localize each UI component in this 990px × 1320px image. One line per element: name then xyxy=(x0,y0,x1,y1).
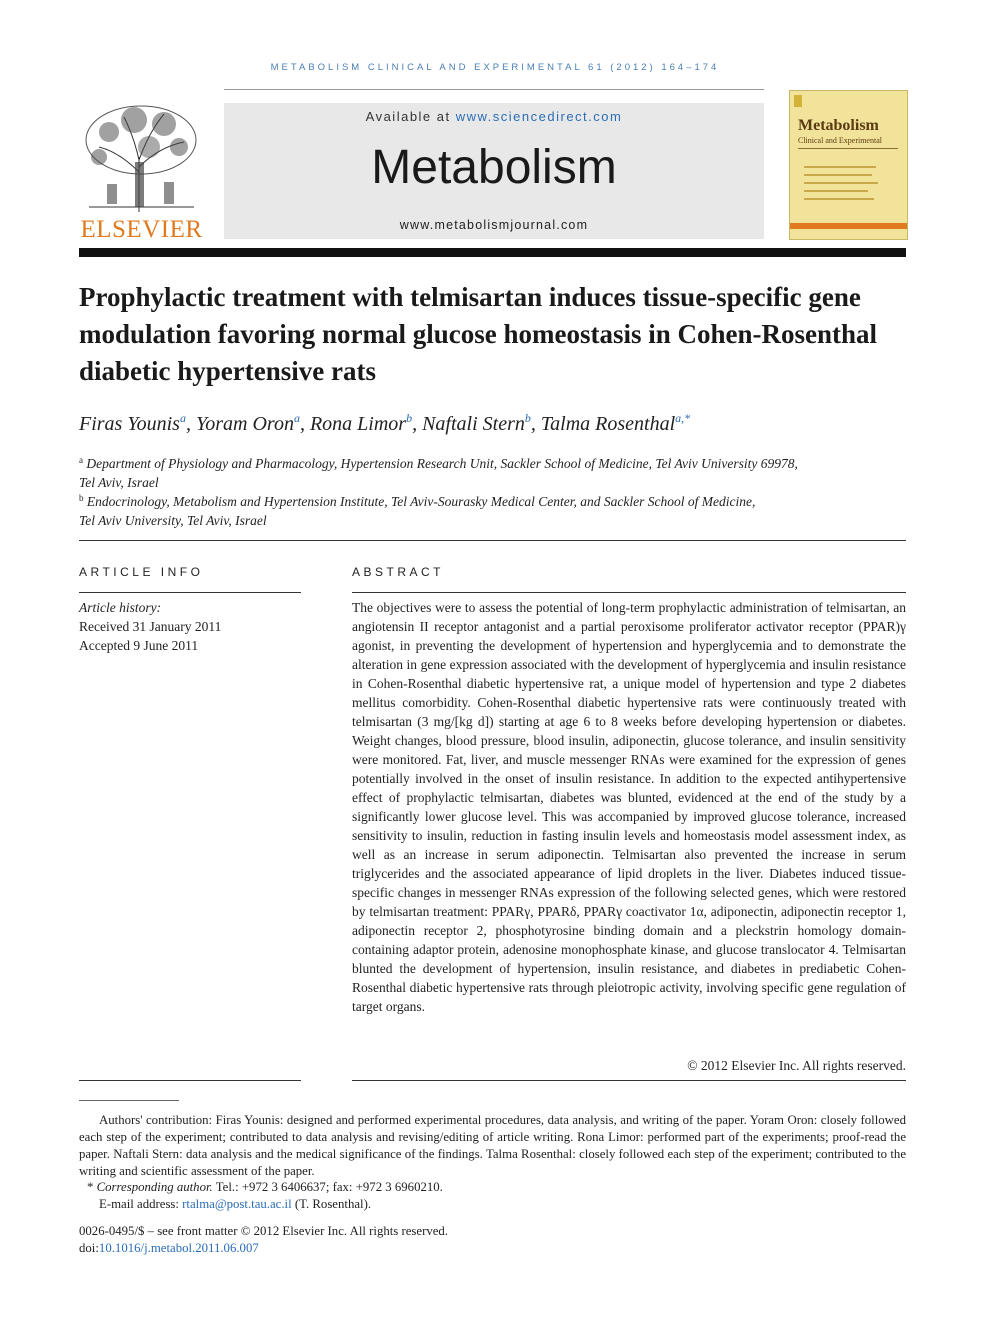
corresponding-author xyxy=(79,1179,914,1196)
affiliation-mark: a xyxy=(79,455,83,465)
email-suffix: (T. Rosenthal). xyxy=(291,1197,372,1211)
section-divider xyxy=(79,540,906,541)
abstract-rule xyxy=(352,592,906,593)
author-affiliation-mark[interactable]: b xyxy=(406,411,413,425)
affiliation-text-cont: Tel Aviv, Israel xyxy=(79,475,159,490)
affiliation-text: Endocrinology, Metabolism and Hypertension Institute, Tel Aviv-Sourasky Medical Center, and Sackler School of Medicine, xyxy=(86,494,756,509)
article-title: Prophylactic treatment with telmisartan induces tissue-specific gene modulation favoring normal glucose homeostasis in Cohen-Rosenthal diabetic hypertensive rats xyxy=(79,282,878,386)
journal-url[interactable]: www.metabolismjournal.com xyxy=(399,218,589,232)
author-name: Yoram Oron xyxy=(195,413,294,435)
footnote-rule xyxy=(79,1100,179,1101)
doi-link[interactable]: 10.1016/j.metabol.2011.06.007 xyxy=(98,1241,259,1255)
email-line xyxy=(79,1196,926,1213)
cover-title: Metabolism xyxy=(798,117,879,134)
available-at xyxy=(224,109,764,124)
email-label: E-mail address: xyxy=(99,1197,183,1211)
author-name: Firas Younis xyxy=(79,413,180,435)
issn-line: 0026-0495/$ – see front matter © 2012 Elsevier Inc. All rights reserved. xyxy=(79,1224,449,1238)
corresponding-mark: * xyxy=(87,1180,94,1194)
affiliation-text: Department of Physiology and Pharmacology, Hypertension Research Unit, Sackler School of Medicine, Tel Aviv University 69978, xyxy=(86,456,798,471)
header-top-rule xyxy=(224,89,764,90)
corresponding-label: Corresponding author. xyxy=(96,1180,213,1194)
author-contributions: Authors' contribution: Firas Younis: designed and performed experimental procedures, data analysis, and writing of the paper. Yoram Oron: closely followed each step of the experiment; contributed to data analysis and revising/editing of article writing. Rona Limor: performed part of the experiments; proof-read the paper. Naftali Stern: data analysis and the medical significance of the findings. Talma Rosenthal: closely followed each step of the experiment; contributed to the writing and scientific assessment of the paper. xyxy=(79,1113,906,1178)
affiliation-mark: b xyxy=(79,493,84,503)
abstract-text: The objectives were to assess the potential of long-term prophylactic administration of telmisartan, an angiotensin II receptor antagonist and a partial peroxisome proliferator activator receptor (PPAR)γ agonist, in preventing the development of hypertension and hyperglycemia and to demonstrate the alteration in gene expression associated with the development of hyperglycemia and insulin resistance in Cohen-Rosenthal diabetic hypertensive rat, a unique model of hypertension and type 2 diabetes mellitus comorbidity. Cohen-Rosenthal diabetic hypertensive rats were continuously treated with telmisartan (3 mg/[kg d]) starting at age 6 to 8 weeks before developing hypertension or diabetes. Weight changes, blood pressure, blood insulin, adiponectin, glucose tolerance, and insulin sensitivity were monitored. Fat, liver, and muscle messenger RNAs were examined for the expression of genes potentially involved in the onset of insulin resistance. In addition to the expected antihypertensive effect of prophylactic telmisartan, diabetes was blunted, evidenced at the end of the study by a significantly lower glucose level. This was accompanied by improved glucose tolerance, increased sensitivity to insulin, reduction in fasting insulin levels and homeostasis model assessment index, as well as an increase in serum adiponectin. Telmisartan also prevented the increase in serum triglycerides and the associated appearance of lipid droplets in the liver. Diabetes induced tissue-specific changes in messenger RNAs expression of the following selected genes, which were restored by telmisartan treatment: PPARγ, PPARδ, PPARγ coactivator 1α, adiponectin, adiponectin receptor 1, adiponectin receptor 2, phosphotyrosine binding domain and a pleckstrin homology domain-containing adaptor protein, adenosine monophosphate kinase, and glucose translocator 4. Telmisartan blunted the development of hypertension, insulin resistance, and diabetes in prediabetic Cohen-Rosenthal diabetic hypertensive rats through pleiotropic activity, involving specific gene regulation of target organs. xyxy=(352,600,906,1014)
journal-cover-thumbnail xyxy=(789,90,908,240)
email-link[interactable]: rtalma@post.tau.ac.il xyxy=(182,1197,292,1211)
journal-name: Metabolism xyxy=(371,141,617,194)
article-info-rule xyxy=(79,592,301,593)
affiliation-text-cont: Tel Aviv University, Tel Aviv, Israel xyxy=(79,513,267,528)
abstract-heading: ABSTRACT xyxy=(352,565,445,579)
corresponding-contact: Tel.: +972 3 6406637; fax: +972 3 6960210. xyxy=(212,1180,443,1194)
available-at-label: Available at xyxy=(365,109,456,124)
cover-subtitle: Clinical and Experimental xyxy=(798,136,882,145)
author-name: Rona Limor xyxy=(309,413,407,435)
header-divider xyxy=(79,248,906,257)
author-affiliation-mark[interactable]: a,* xyxy=(675,411,691,425)
doi-label: doi: xyxy=(79,1241,99,1255)
doi-line xyxy=(79,1240,906,1257)
author-affiliation-mark[interactable]: b xyxy=(524,411,531,425)
affiliation-a xyxy=(79,451,906,492)
received-date: Received 31 January 2011 xyxy=(79,619,222,634)
history-label: Article history: xyxy=(79,600,162,615)
author-list: Firas Younis$^a$, Yoram Oron$^a$, Rona Limor$^b$, Naftali Stern$^b$, Talma Rosenthal$^{a,*}$ xyxy=(79,411,691,435)
accepted-date: Accepted 9 June 2011 xyxy=(79,638,199,653)
abstract-bottom-rule xyxy=(352,1080,906,1081)
journal-citation: METABOLISM CLINICAL AND EXPERIMENTAL 61 (2012) 164–174 xyxy=(270,62,720,73)
elsevier-wordmark: ELSEVIER xyxy=(80,216,203,243)
article-info-bottom-rule xyxy=(79,1080,301,1081)
article-info-heading: ARTICLE INFO xyxy=(79,565,204,579)
author-affiliation-mark[interactable]: a xyxy=(179,411,186,425)
author-name: Naftali Stern xyxy=(422,413,525,435)
author-name: Talma Rosenthal xyxy=(540,413,676,435)
affiliation-b xyxy=(79,489,906,530)
sciencedirect-link[interactable]: www.sciencedirect.com xyxy=(455,109,623,124)
author-affiliation-mark[interactable]: a xyxy=(293,411,300,425)
abstract-copyright: © 2012 Elsevier Inc. All rights reserved. xyxy=(687,1058,906,1073)
article-history xyxy=(79,598,301,655)
